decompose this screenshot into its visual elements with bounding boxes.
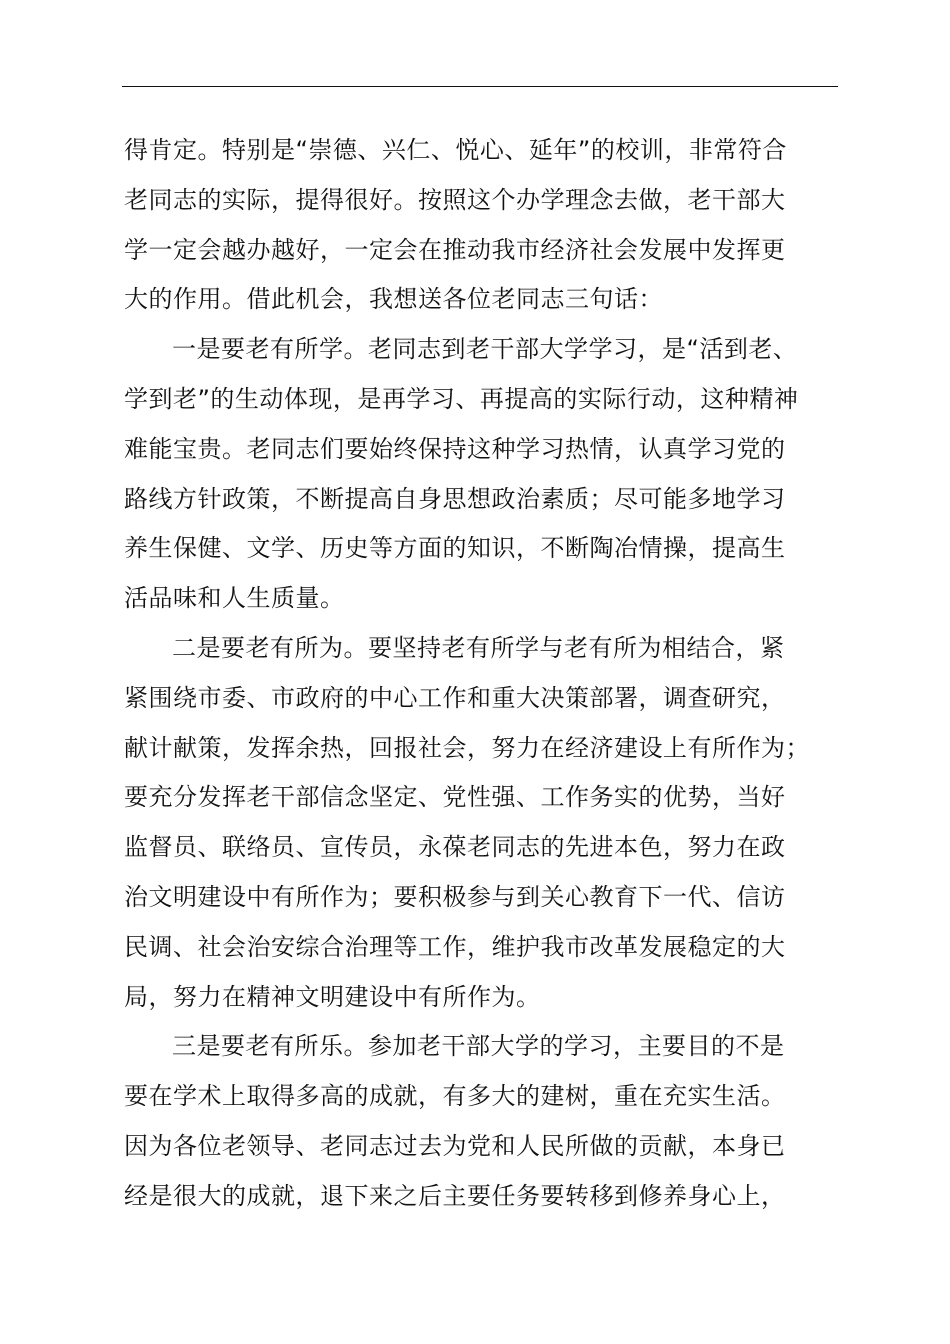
text-line: 局，努力在精神文明建设中有所作为。 <box>124 982 541 1011</box>
text-line: 活品味和人生质量。 <box>124 584 345 613</box>
text-line: 要在学术上取得多高的成就，有多大的建树，重在充实生活。 <box>124 1082 786 1111</box>
header-rule <box>122 86 838 87</box>
text-line: 老同志的实际，提得很好。按照这个办学理念去做，老干部大 <box>124 185 786 214</box>
text-line: 大的作用。借此机会，我想送各位老同志三句话： <box>124 285 663 314</box>
text-line: 要充分发挥老干部信念坚定、党性强、工作务实的优势，当好 <box>124 783 786 812</box>
paragraph-one-start: 一是要老有所学。老同志到老干部大学学习，是“活到老、 <box>172 335 798 364</box>
text-line: 献计献策，发挥余热，回报社会，努力在经济建设上有所作为； <box>124 733 810 762</box>
text-line: 监督员、联络员、宣传员，永葆老同志的先进本色，努力在政 <box>124 833 786 862</box>
text-line: 养生保健、文学、历史等方面的知识，不断陶冶情操，提高生 <box>124 534 786 563</box>
document-body <box>124 126 840 1222</box>
text-line: 难能宝贵。老同志们要始终保持这种学习热情，认真学习党的 <box>124 434 786 463</box>
paragraph-three-start: 三是要老有所乐。参加老干部大学的学习，主要目的不是 <box>172 1032 785 1061</box>
text-line: 路线方针政策，不断提高自身思想政治素质；尽可能多地学习 <box>124 484 786 513</box>
paragraph-two-start: 二是要老有所为。要坚持老有所学与老有所为相结合，紧 <box>172 633 785 662</box>
text-line: 得肯定。特别是“崇德、兴仁、悦心、延年”的校训，非常符合 <box>124 136 787 164</box>
text-line: 经是很大的成就，退下来之后主要任务要转移到修养身心上， <box>124 1181 786 1210</box>
text-line: 学一定会越办越好，一定会在推动我市经济社会发展中发挥更 <box>124 235 786 264</box>
text-line: 治文明建设中有所作为；要积极参与到关心教育下一代、信访 <box>124 882 786 911</box>
text-line: 民调、社会治安综合治理等工作，维护我市改革发展稳定的大 <box>124 932 786 961</box>
text-line: 紧围绕市委、市政府的中心工作和重大决策部署，调查研究， <box>124 683 786 712</box>
text-line: 因为各位老领导、老同志过去为党和人民所做的贡献，本身已 <box>124 1131 786 1160</box>
text-line: 学到老”的生动体现，是再学习、再提高的实际行动，这种精神 <box>124 384 799 413</box>
